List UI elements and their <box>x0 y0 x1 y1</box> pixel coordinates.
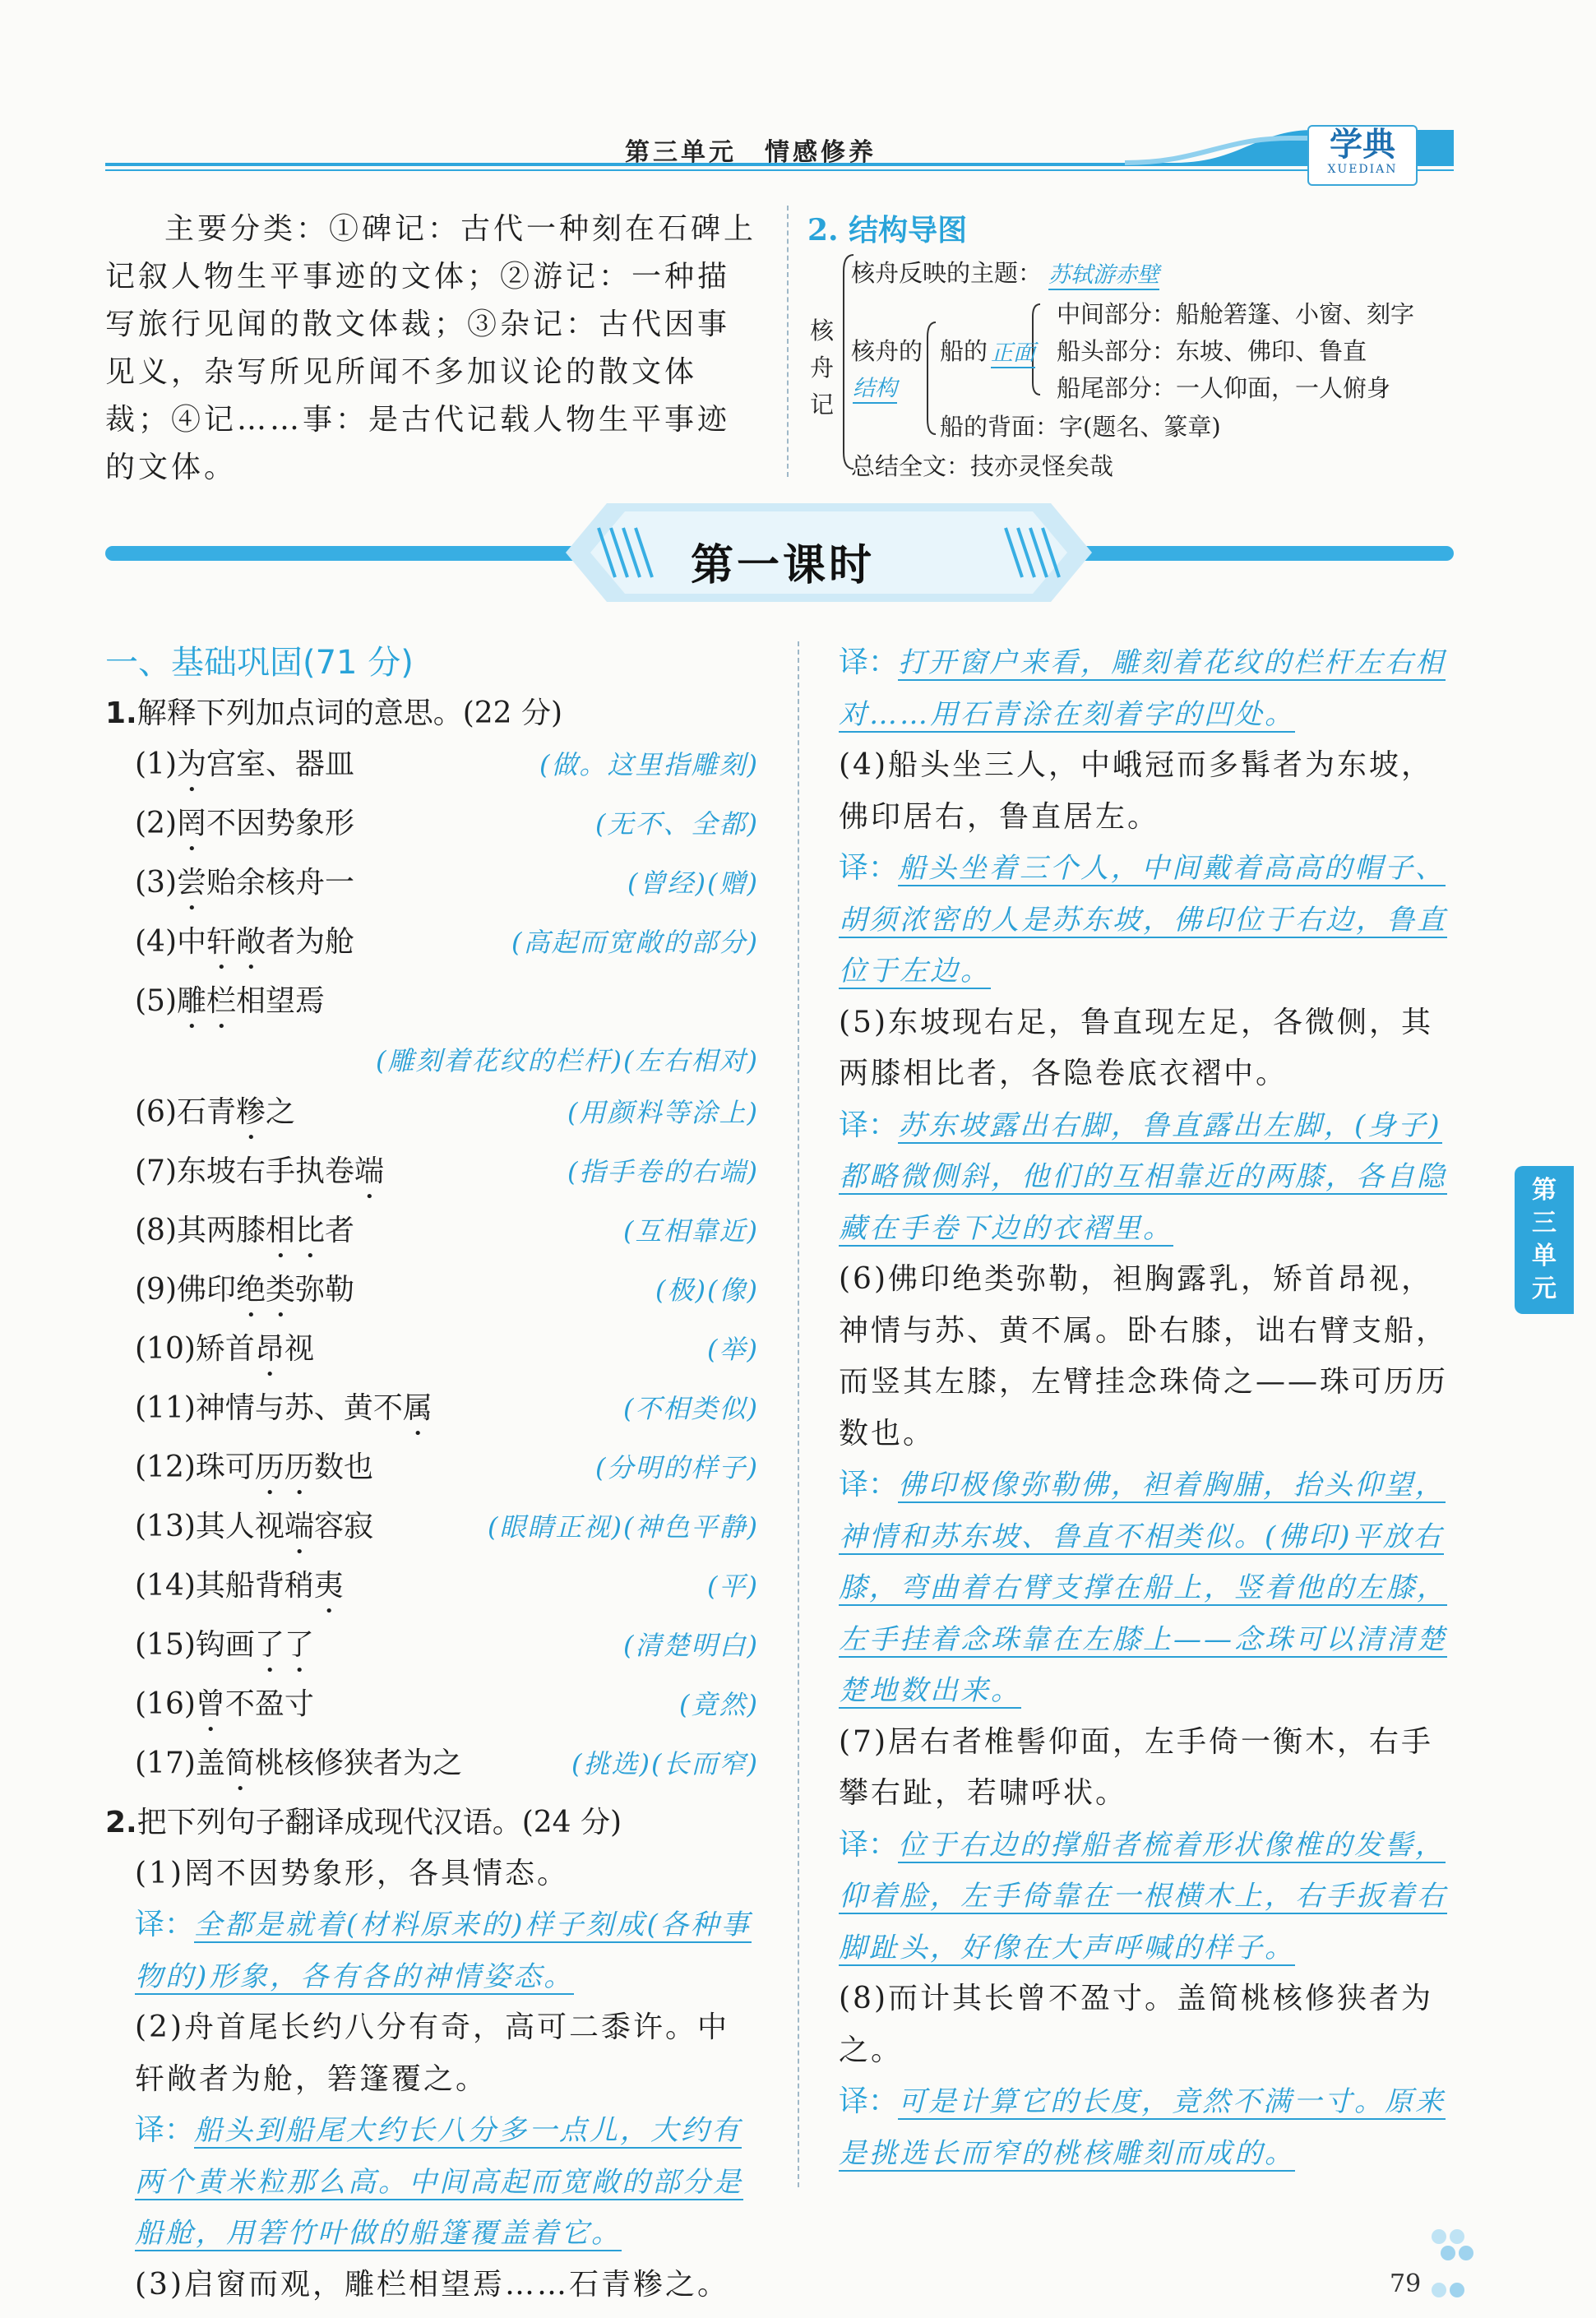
sentence-6: (6)佛印绝类弥勒，袒胸露乳，矫首昂视，神情与苏、黄不属。卧右膝，诎右臂支船，而竖其左膝，左臂挂念珠倚之——珠可历历数也。 <box>839 1262 1449 1450</box>
vocab-item <box>105 1442 759 1501</box>
vocab-text-before: 石青 <box>177 1094 237 1129</box>
vocab-text-before: 中 <box>177 925 207 959</box>
translation-text: 位于右边的撑船者梳着形状像椎的发髻，仰着脸，左手倚靠在一根横木上，右手扳着右脚趾头，好像在大声呼喊的样子。 <box>839 1828 1447 1964</box>
vocab-answer: (分明的样子) <box>595 1451 759 1483</box>
sentence-1: (1)罔不因势象形，各具情态。 <box>135 1856 569 1890</box>
vocab-number: (13) <box>135 1509 196 1543</box>
translation-5 <box>839 1100 1464 1255</box>
vocab-number: (11) <box>135 1390 196 1425</box>
vocab-number: (15) <box>135 1627 196 1662</box>
vocab-sentence <box>135 1265 354 1324</box>
dotted-word: 曾 <box>195 1686 225 1721</box>
vocab-item <box>105 1265 759 1324</box>
vocab-item <box>105 1146 759 1205</box>
translation-label: 译： <box>839 1827 899 1862</box>
translation-7 <box>839 1820 1464 1974</box>
logo-subtext: XUEDIAN <box>1327 163 1398 176</box>
vocab-text-after: 弥勒 <box>295 1272 355 1307</box>
dotted-word: 端 <box>354 1154 385 1188</box>
vocab-text-before: 东坡右手执卷 <box>177 1154 355 1188</box>
vocab-text-before: 矫首 <box>195 1331 255 1366</box>
vocab-item <box>105 1561 759 1620</box>
vocab-item <box>105 739 759 798</box>
dotted-word: 属 <box>402 1390 433 1425</box>
back-part: 船的背面：字(题名、篆章) <box>940 413 1221 441</box>
vocab-answer: (极)(像) <box>655 1274 759 1306</box>
vocab-text-after: 数也 <box>313 1450 373 1484</box>
header-title: 第三单元 情感修养 <box>625 138 877 167</box>
question-number: 1. <box>105 696 137 730</box>
vocab-item <box>105 798 759 858</box>
vocab-text-before: 盖 <box>195 1746 225 1780</box>
translation-label: 译： <box>839 1468 899 1501</box>
vocab-number: (17) <box>135 1746 196 1780</box>
translation-text: 可是计算它的长度，竟然不满一寸。原来是挑选长而窄的桃核雕刻而成的。 <box>839 2085 1446 2170</box>
vocab-answer: (用颜料等涂上) <box>567 1096 759 1128</box>
sentence-8: (8)而计其长曾不盈寸。盖简桃核修狭者为之。 <box>839 1982 1433 2067</box>
right-column <box>839 637 1464 2179</box>
intro-paragraph: 主要分类：①碑记：古代一种刻在石碑上记叙人物生平事迹的文体；②游记：一种描写旅行见闻的散文体裁；③杂记：古代因事见义，杂写所见所闻不多加议论的散文体裁；④记……事：是古代记载人物生平事迹的文体。 <box>105 212 757 484</box>
vocab-number: (4) <box>135 925 177 959</box>
translation-text: 全都是就着(材料原来的)样子刻成(各种事物的)形象，各有各的神情姿态。 <box>135 1909 752 1993</box>
lesson-title: 第一课时 <box>691 540 876 590</box>
vocab-text-after: 容寂 <box>313 1509 373 1543</box>
head-part: 船头部分：东坡、佛印、鲁直 <box>1057 337 1367 365</box>
vocab-sentence <box>135 1087 295 1146</box>
translation-4 <box>839 843 1464 997</box>
vocab-answer: (雕刻着花纹的栏杆)(左右相对) <box>376 1045 759 1076</box>
main-column-divider <box>798 641 799 2187</box>
vocab-text-after: 视 <box>284 1331 314 1366</box>
vocab-number: (7) <box>135 1154 177 1188</box>
structure-answer: 结构 <box>853 370 897 404</box>
middle-part: 中间部分：船舱箬篷、小窗、刻字 <box>1057 300 1415 328</box>
front-answer: 正面 <box>991 335 1035 368</box>
vocab-answer: (高起而宽敞的部分) <box>511 927 759 958</box>
sentence-5: (5)东坡现右足，鲁直现左足，各微侧，其两膝相比者，各隐卷底衣褶中。 <box>839 1005 1433 1090</box>
theme-label: 核舟反映的主题： <box>851 259 1043 287</box>
vocab-text-after: 不因势象形 <box>206 807 355 840</box>
structure-root-3: 记 <box>810 391 835 419</box>
vocab-text-before: 其人视 <box>195 1509 285 1543</box>
dotted-word: 为 <box>177 747 207 781</box>
translation-text: 船头到船尾大约长八分多一点儿，大约有两个黄米粒那么高。中间高起而宽敞的部分是船舱，用箬竹叶做的船篷覆盖着它。 <box>135 2114 743 2250</box>
page-number: 79 <box>1390 2269 1422 2298</box>
translation-text: 打开窗户来看，雕刻着花纹的栏杆左右相对……用石青涂在刻着字的凹处。 <box>839 646 1446 731</box>
dotted-word: 端 <box>284 1509 314 1543</box>
brand-logo <box>1307 125 1418 186</box>
dotted-word: 尝 <box>177 866 207 900</box>
vocab-answer: (不相类似) <box>623 1392 759 1424</box>
dotted-word: 雕栏 <box>177 984 237 1018</box>
vocab-text-before: 其两膝 <box>177 1213 266 1247</box>
translation-label: 译： <box>135 2113 195 2147</box>
vocab-sentence <box>135 1679 314 1738</box>
vocab-number: (12) <box>135 1450 196 1484</box>
vocab-sentence <box>135 798 354 858</box>
vocab-number: (16) <box>135 1686 196 1721</box>
vocab-text-before: 神情与苏、黄不 <box>195 1390 403 1425</box>
left-column <box>105 637 759 2311</box>
vocab-answer: (做。这里指雕刻) <box>539 749 759 780</box>
vocab-text-after: 者 <box>325 1213 355 1247</box>
structure-root-2: 舟 <box>810 354 835 382</box>
page-number-decoration <box>1423 2224 1488 2306</box>
dotted-word: 夷 <box>313 1568 344 1603</box>
vocab-sentence <box>135 858 354 917</box>
side-tab-char: 三 <box>1532 1209 1557 1238</box>
vocab-text-before: 其船背稍 <box>195 1568 314 1603</box>
dotted-word: 轩敞 <box>206 925 266 959</box>
vocab-item <box>105 1383 759 1442</box>
translation-label: 译： <box>839 645 899 679</box>
translation-6 <box>839 1460 1464 1717</box>
vocab-text-after: 贻余核舟一 <box>206 866 355 900</box>
vocab-answer: (平) <box>707 1570 759 1602</box>
vocab-item <box>105 917 759 976</box>
vocab-item <box>105 1087 759 1146</box>
translation-8 <box>839 2076 1464 2179</box>
vocab-answer: (清楚明白) <box>623 1629 759 1661</box>
translation-label: 译： <box>839 1108 899 1142</box>
vocab-item-answer-line <box>105 1035 759 1087</box>
translation-text: 船头坐着三个人，中间戴着高高的帽子、胡须浓密的人是苏东坡，佛印位于右边，鲁直位于左边。 <box>839 852 1447 988</box>
translation-2 <box>105 2105 759 2260</box>
theme-answer: 苏轼游赤壁 <box>1048 257 1159 290</box>
vocab-item <box>105 1679 759 1738</box>
vocab-number: (2) <box>135 807 177 840</box>
vocab-answer: (曾经)(赠) <box>627 868 759 899</box>
top-column-divider <box>787 206 789 477</box>
vocab-number: (6) <box>135 1094 177 1129</box>
vocab-answer: (互相靠近) <box>623 1215 759 1247</box>
translation-3 <box>839 637 1464 740</box>
question-1 <box>105 688 759 739</box>
translation-label: 译： <box>839 851 899 885</box>
dotted-word: 简 <box>224 1746 255 1780</box>
vocab-text-before: 钩画 <box>195 1627 255 1662</box>
structure-label: 核舟的 <box>851 337 923 365</box>
vocab-text-after: 者为舱 <box>266 925 355 959</box>
vocab-sentence <box>135 1442 373 1501</box>
vocab-item <box>105 858 759 917</box>
vocab-text-after: 相望焉 <box>236 984 326 1018</box>
structure-title: 2. 结构导图 <box>807 213 968 248</box>
unit-side-tab <box>1515 1166 1574 1314</box>
vocab-number: (5) <box>135 984 177 1018</box>
vocab-sentence <box>135 1738 462 1797</box>
translation-label: 译： <box>839 2084 899 2118</box>
vocab-answer: (无不、全都) <box>595 808 759 840</box>
vocab-number: (1) <box>135 747 177 781</box>
tail-part: 船尾部分：一人仰面，一人俯身 <box>1057 374 1391 402</box>
translation-text: 苏东坡露出右脚，鲁直露出左脚，(身子)都略微侧斜，他们的互相靠近的两膝，各自隐藏在手卷下边的衣褶里。 <box>839 1108 1447 1245</box>
vocab-answer: (指手卷的右端) <box>567 1155 759 1187</box>
vocab-text-before: 佛印 <box>177 1272 237 1307</box>
vocab-item <box>105 1501 759 1561</box>
side-tab-char: 单 <box>1532 1242 1557 1270</box>
dotted-word: 罔 <box>177 807 207 840</box>
vocab-text-before: 珠可 <box>195 1450 255 1484</box>
structure-root-1: 核 <box>810 317 835 345</box>
vocab-sentence <box>135 1324 314 1383</box>
dotted-word: 糁 <box>236 1094 266 1129</box>
dotted-word: 历历 <box>254 1450 314 1484</box>
question-number: 2. <box>105 1805 137 1839</box>
vocab-sentence <box>135 739 354 798</box>
vocab-text-after: 桃核修狭者为之 <box>254 1746 462 1780</box>
vocab-list <box>105 739 759 1797</box>
vocab-text-after: 宫室、器皿 <box>206 747 355 781</box>
logo-text: 学典 <box>1330 125 1395 164</box>
vocab-sentence <box>135 1501 373 1561</box>
dotted-word: 绝类 <box>236 1272 296 1307</box>
dotted-word: 昂 <box>254 1331 285 1366</box>
front-label: 船的 <box>940 337 988 365</box>
vocab-answer: (竟然) <box>679 1688 759 1720</box>
vocab-answer: (挑选)(长而窄) <box>571 1747 759 1779</box>
question-2 <box>105 1797 759 1848</box>
vocab-sentence <box>135 1205 354 1265</box>
sentence-3: (3)启窗而观，雕栏相望焉……石青糁之。 <box>135 2267 729 2302</box>
vocab-number: (3) <box>135 866 177 900</box>
side-tab-char: 元 <box>1532 1275 1557 1303</box>
vocab-item <box>105 976 759 1035</box>
vocab-text-after: 之 <box>266 1094 296 1129</box>
dotted-word: 了了 <box>254 1627 314 1662</box>
vocab-sentence <box>135 1146 384 1205</box>
section-heading: 一、基础巩固(71 分) <box>105 644 414 682</box>
question-prompt: 解释下列加点词的意思。(22 分) <box>136 696 563 730</box>
translation-label: 译： <box>135 1908 195 1941</box>
vocab-sentence <box>135 976 325 1035</box>
vocab-sentence <box>135 917 354 976</box>
dotted-word: 相比 <box>266 1213 326 1247</box>
sentence-7: (7)居右者椎髻仰面，左手倚一衡木，右手攀右趾，若啸呼状。 <box>839 1724 1433 1810</box>
vocab-sentence <box>135 1383 433 1442</box>
vocab-item <box>105 1738 759 1797</box>
side-tab-char: 第 <box>1532 1176 1557 1205</box>
question-prompt: 把下列句子翻译成现代汉语。(24 分) <box>136 1805 622 1839</box>
vocab-answer: (举) <box>707 1333 759 1365</box>
vocab-sentence <box>135 1620 314 1679</box>
sentence-4: (4)船头坐三人，中峨冠而多髯者为东坡，佛印居右，鲁直居左。 <box>839 748 1433 834</box>
vocab-text-after: 不盈寸 <box>224 1686 314 1721</box>
vocab-number: (9) <box>135 1272 177 1307</box>
vocab-number: (14) <box>135 1568 196 1603</box>
vocab-item <box>105 1205 759 1265</box>
summary-part: 总结全文：技亦灵怪矣哉 <box>851 452 1114 480</box>
vocab-item <box>105 1620 759 1679</box>
vocab-number: (10) <box>135 1331 196 1366</box>
vocab-number: (8) <box>135 1213 177 1247</box>
translation-1 <box>105 1899 759 2002</box>
vocab-item <box>105 1324 759 1383</box>
vocab-answer: (眼睛正视)(神色平静) <box>488 1511 759 1543</box>
sentence-2: (2)舟首尾长约八分有奇，高可二黍许。中轩敞者为舱，箬篷覆之。 <box>135 2010 729 2096</box>
translation-text: 佛印极像弥勒佛，袒着胸脯，抬头仰望，神情和苏东坡、鲁直不相类似。(佛印)平放右膝，弯曲着右臂支撑在船上，竖着他的左膝，左手挂着念珠靠在左膝上——念珠可以清清楚楚地数出来。 <box>839 1469 1447 1707</box>
vocab-sentence <box>135 1561 344 1620</box>
